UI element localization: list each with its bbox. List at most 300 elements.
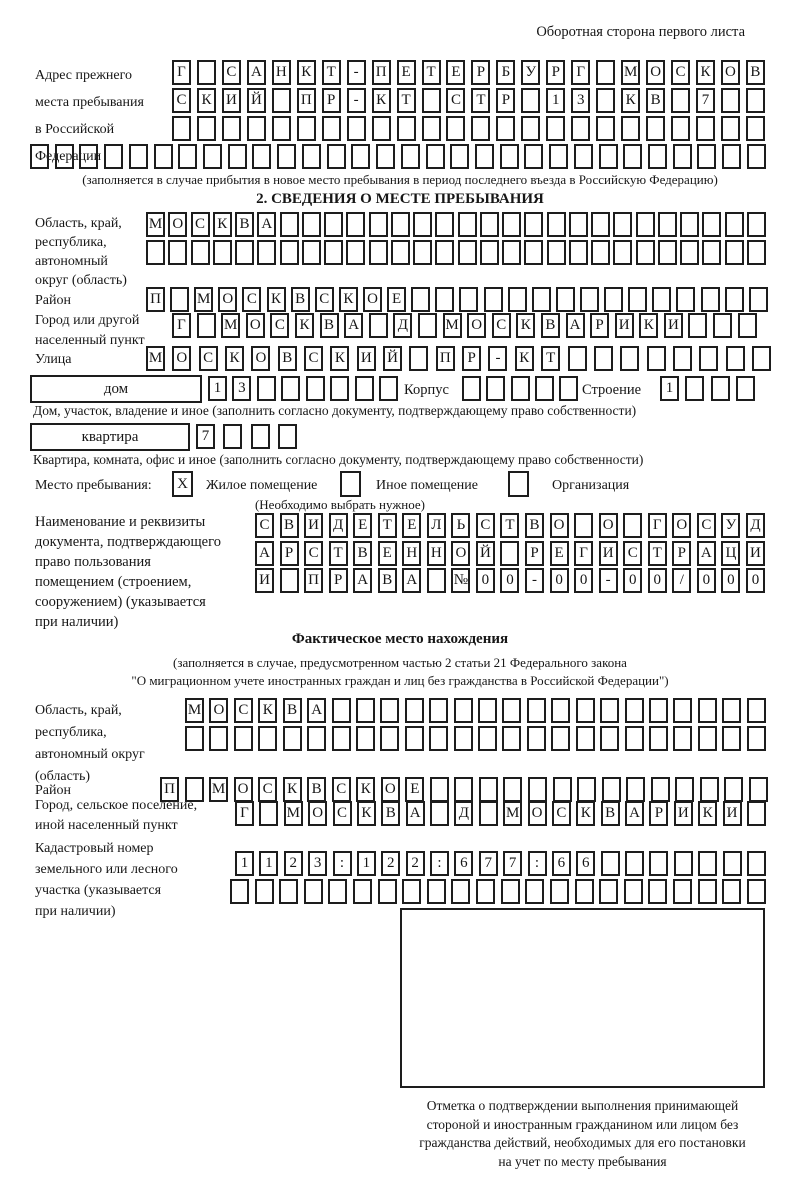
char-box[interactable]: А [247,60,266,85]
char-box[interactable]: С [552,801,571,826]
char-box[interactable] [702,212,721,237]
char-box[interactable] [330,376,349,401]
char-box[interactable] [725,240,744,265]
char-box[interactable]: У [721,513,740,538]
char-box[interactable] [647,346,666,371]
char-box[interactable]: А [625,801,644,826]
char-box[interactable] [676,287,695,312]
char-box[interactable] [405,698,424,723]
char-box[interactable] [675,777,694,802]
char-box[interactable]: П [146,287,165,312]
char-box[interactable] [559,376,578,401]
char-box[interactable]: В [320,313,339,338]
char-box[interactable]: А [353,568,372,593]
char-box[interactable] [658,240,677,265]
char-box[interactable]: А [307,698,326,723]
char-box[interactable] [521,88,540,113]
char-box[interactable] [525,879,544,904]
char-box[interactable] [104,144,123,169]
char-box[interactable] [235,240,254,265]
char-box[interactable] [698,851,717,876]
char-box[interactable]: П [160,777,179,802]
char-box[interactable] [680,212,699,237]
char-box[interactable]: О [218,287,237,312]
char-box[interactable] [747,212,766,237]
char-box[interactable]: 7 [479,851,498,876]
char-box[interactable]: А [402,568,421,593]
char-box[interactable] [502,726,521,751]
char-box[interactable] [671,116,690,141]
checkbox-zhiloe[interactable]: X [172,471,193,497]
char-box[interactable]: Е [446,60,465,85]
char-box[interactable]: 6 [454,851,473,876]
char-box[interactable]: Н [402,541,421,566]
char-box[interactable]: - [347,60,366,85]
char-box[interactable] [711,376,730,401]
char-box[interactable]: А [406,801,425,826]
char-box[interactable] [502,212,521,237]
char-box[interactable]: С [234,698,253,723]
char-box[interactable]: И [723,801,742,826]
char-box[interactable] [749,287,768,312]
char-box[interactable] [527,726,546,751]
char-box[interactable] [191,240,210,265]
char-box[interactable] [749,777,768,802]
char-box[interactable] [502,698,521,723]
char-box[interactable] [722,879,741,904]
char-box[interactable] [673,879,692,904]
char-box[interactable] [379,376,398,401]
char-box[interactable] [599,144,618,169]
char-box[interactable]: В [746,60,765,85]
char-box[interactable] [462,376,481,401]
char-box[interactable] [369,313,388,338]
char-box[interactable] [547,240,566,265]
char-box[interactable]: 2 [406,851,425,876]
char-box[interactable]: Р [496,88,515,113]
char-box[interactable]: М [221,313,240,338]
char-box[interactable] [601,851,620,876]
char-box[interactable] [257,376,276,401]
char-box[interactable]: П [372,60,391,85]
char-box[interactable]: К [698,801,717,826]
char-box[interactable] [524,240,543,265]
char-box[interactable] [355,376,374,401]
char-box[interactable]: С [476,513,495,538]
char-box[interactable] [209,726,228,751]
char-box[interactable] [454,726,473,751]
char-box[interactable]: К [225,346,244,371]
char-box[interactable]: - [347,88,366,113]
char-box[interactable] [671,88,690,113]
char-box[interactable]: К [213,212,232,237]
char-box[interactable] [503,777,522,802]
char-box[interactable] [636,240,655,265]
char-box[interactable]: Е [402,513,421,538]
char-box[interactable]: 0 [574,568,593,593]
char-box[interactable]: В [353,541,372,566]
char-box[interactable]: М [185,698,204,723]
char-box[interactable] [422,116,441,141]
char-box[interactable]: Т [422,60,441,85]
char-box[interactable] [272,88,291,113]
char-box[interactable]: В [378,568,397,593]
char-box[interactable] [332,726,351,751]
char-box[interactable] [685,376,704,401]
char-box[interactable] [486,376,505,401]
char-box[interactable]: О [721,60,740,85]
char-box[interactable] [170,287,189,312]
char-box[interactable] [252,144,271,169]
char-box[interactable]: 6 [552,851,571,876]
char-box[interactable] [458,240,477,265]
char-box[interactable]: И [664,313,683,338]
char-box[interactable] [623,144,642,169]
char-box[interactable] [259,801,278,826]
char-box[interactable] [353,879,372,904]
char-box[interactable]: / [672,568,691,593]
char-box[interactable] [698,879,717,904]
char-box[interactable] [429,726,448,751]
char-box[interactable] [747,879,766,904]
char-box[interactable] [551,726,570,751]
char-box[interactable] [391,212,410,237]
char-box[interactable]: О [381,777,400,802]
char-box[interactable]: Т [378,513,397,538]
char-box[interactable]: Т [329,541,348,566]
char-box[interactable]: 1 [660,376,679,401]
char-box[interactable]: О [599,513,618,538]
checkbox-organizatsia[interactable] [508,471,529,497]
char-box[interactable]: Г [571,60,590,85]
char-box[interactable] [484,287,503,312]
char-box[interactable] [551,698,570,723]
char-box[interactable]: К [297,60,316,85]
char-box[interactable] [369,212,388,237]
char-box[interactable]: К [515,346,534,371]
char-box[interactable] [596,88,615,113]
char-box[interactable]: М [284,801,303,826]
char-box[interactable] [435,240,454,265]
char-box[interactable] [721,88,740,113]
char-box[interactable]: Н [427,541,446,566]
char-box[interactable] [223,424,242,449]
char-box[interactable] [297,116,316,141]
char-box[interactable] [418,313,437,338]
char-box[interactable]: И [304,513,323,538]
char-box[interactable] [479,801,498,826]
char-box[interactable]: В [601,801,620,826]
char-box[interactable] [628,287,647,312]
char-box[interactable]: П [304,568,323,593]
char-box[interactable] [356,726,375,751]
char-box[interactable] [568,346,587,371]
char-box[interactable] [251,424,270,449]
char-box[interactable]: С [315,287,334,312]
char-box[interactable] [620,346,639,371]
char-box[interactable]: К [621,88,640,113]
char-box[interactable]: С [242,287,261,312]
char-box[interactable]: Р [525,541,544,566]
char-box[interactable]: Р [322,88,341,113]
char-box[interactable]: С [304,346,323,371]
char-box[interactable] [279,879,298,904]
char-box[interactable] [725,287,744,312]
char-box[interactable] [524,212,543,237]
char-box[interactable] [328,879,347,904]
char-box[interactable] [613,240,632,265]
char-box[interactable] [376,144,395,169]
char-box[interactable]: Г [574,541,593,566]
char-box[interactable] [722,726,741,751]
char-box[interactable]: 1 [235,851,254,876]
char-box[interactable] [646,116,665,141]
char-box[interactable] [726,346,745,371]
char-box[interactable] [680,240,699,265]
char-box[interactable] [624,879,643,904]
char-box[interactable] [500,541,519,566]
char-box[interactable]: М [146,212,165,237]
char-box[interactable]: Т [322,60,341,85]
char-box[interactable] [479,777,498,802]
char-box[interactable] [380,726,399,751]
char-box[interactable] [435,212,454,237]
char-box[interactable] [471,116,490,141]
char-box[interactable] [480,240,499,265]
char-box[interactable]: М [194,287,213,312]
char-box[interactable] [621,116,640,141]
char-box[interactable] [302,240,321,265]
char-box[interactable]: К [356,777,375,802]
char-box[interactable] [178,144,197,169]
char-box[interactable] [746,116,765,141]
char-box[interactable] [673,144,692,169]
char-box[interactable]: С [255,513,274,538]
char-box[interactable] [673,726,692,751]
char-box[interactable] [347,116,366,141]
char-box[interactable] [185,726,204,751]
char-box[interactable] [574,144,593,169]
char-box[interactable]: К [339,287,358,312]
char-box[interactable]: О [550,513,569,538]
char-box[interactable]: С [446,88,465,113]
char-box[interactable]: : [528,851,547,876]
char-box[interactable]: 6 [576,851,595,876]
char-box[interactable]: В [235,212,254,237]
char-box[interactable] [752,346,771,371]
char-box[interactable] [569,240,588,265]
char-box[interactable]: 0 [697,568,716,593]
char-box[interactable] [698,698,717,723]
char-box[interactable] [380,698,399,723]
char-box[interactable]: А [344,313,363,338]
char-box[interactable] [725,212,744,237]
char-box[interactable]: Т [471,88,490,113]
char-box[interactable]: : [333,851,352,876]
char-box[interactable] [283,726,302,751]
char-box[interactable]: В [307,777,326,802]
char-box[interactable] [307,726,326,751]
char-box[interactable] [332,698,351,723]
char-box[interactable] [197,60,216,85]
char-box[interactable] [427,879,446,904]
char-box[interactable] [480,212,499,237]
char-box[interactable]: К [295,313,314,338]
char-box[interactable]: О [363,287,382,312]
char-box[interactable] [502,240,521,265]
char-box[interactable]: К [372,88,391,113]
char-box[interactable] [658,212,677,237]
char-box[interactable] [247,116,266,141]
char-box[interactable] [569,212,588,237]
char-box[interactable]: В [283,698,302,723]
char-box[interactable] [602,777,621,802]
char-box[interactable] [594,346,613,371]
char-box[interactable] [673,346,692,371]
char-box[interactable]: А [697,541,716,566]
char-box[interactable] [571,116,590,141]
char-box[interactable]: М [209,777,228,802]
char-box[interactable]: О [234,777,253,802]
char-box[interactable] [378,879,397,904]
char-box[interactable] [454,698,473,723]
char-box[interactable]: Р [462,346,481,371]
char-box[interactable] [591,212,610,237]
char-box[interactable] [496,116,515,141]
char-box[interactable]: Ц [721,541,740,566]
char-box[interactable]: Й [476,541,495,566]
char-box[interactable]: Р [471,60,490,85]
char-box[interactable]: 0 [623,568,642,593]
char-box[interactable] [613,212,632,237]
char-box[interactable] [430,777,449,802]
char-box[interactable]: 0 [476,568,495,593]
char-box[interactable] [397,116,416,141]
char-box[interactable] [478,726,497,751]
char-box[interactable] [521,116,540,141]
char-box[interactable] [203,144,222,169]
char-box[interactable] [55,144,74,169]
char-box[interactable] [599,879,618,904]
char-box[interactable]: Д [329,513,348,538]
char-box[interactable]: Е [353,513,372,538]
char-box[interactable] [230,879,249,904]
char-box[interactable] [747,851,766,876]
char-box[interactable]: И [615,313,634,338]
char-box[interactable] [234,726,253,751]
char-box[interactable]: Д [746,513,765,538]
char-box[interactable]: В [541,313,560,338]
char-box[interactable] [524,144,543,169]
char-box[interactable] [576,698,595,723]
char-box[interactable] [747,801,766,826]
char-box[interactable] [625,726,644,751]
char-box[interactable]: К [258,698,277,723]
char-box[interactable] [673,698,692,723]
char-box[interactable]: 1 [357,851,376,876]
char-box[interactable]: С [623,541,642,566]
char-box[interactable] [302,144,321,169]
char-box[interactable]: В [646,88,665,113]
char-box[interactable] [277,144,296,169]
char-box[interactable]: С [199,346,218,371]
char-box[interactable] [577,777,596,802]
char-box[interactable] [736,376,755,401]
char-box[interactable]: С [333,801,352,826]
char-box[interactable] [648,144,667,169]
char-box[interactable] [575,879,594,904]
char-box[interactable]: 7 [196,424,215,449]
char-box[interactable] [258,726,277,751]
char-box[interactable] [257,240,276,265]
char-box[interactable] [351,144,370,169]
char-box[interactable]: 0 [648,568,667,593]
char-box[interactable] [458,212,477,237]
char-box[interactable] [255,879,274,904]
char-box[interactable] [304,879,323,904]
char-box[interactable] [324,212,343,237]
char-box[interactable]: К [267,287,286,312]
char-box[interactable]: О [172,346,191,371]
char-box[interactable] [649,851,668,876]
char-box[interactable]: О [467,313,486,338]
char-box[interactable]: С [270,313,289,338]
char-box[interactable]: С [332,777,351,802]
char-box[interactable]: Е [378,541,397,566]
char-box[interactable]: 0 [550,568,569,593]
char-box[interactable] [405,726,424,751]
char-box[interactable]: Т [397,88,416,113]
char-box[interactable] [600,698,619,723]
char-box[interactable] [446,116,465,141]
char-box[interactable] [700,777,719,802]
char-box[interactable] [747,144,766,169]
char-box[interactable]: О [168,212,187,237]
char-box[interactable]: Е [550,541,569,566]
char-box[interactable] [508,287,527,312]
char-box[interactable] [532,287,551,312]
char-box[interactable]: Д [393,313,412,338]
char-box[interactable] [197,313,216,338]
char-box[interactable]: 1 [259,851,278,876]
char-box[interactable]: Р [546,60,565,85]
char-box[interactable] [450,144,469,169]
char-box[interactable] [429,698,448,723]
char-box[interactable] [222,116,241,141]
char-box[interactable]: № [451,568,470,593]
char-box[interactable] [713,313,732,338]
char-box[interactable] [722,698,741,723]
char-box[interactable] [649,698,668,723]
char-box[interactable]: В [525,513,544,538]
char-box[interactable] [369,240,388,265]
char-box[interactable]: К [330,346,349,371]
char-box[interactable] [451,879,470,904]
char-box[interactable] [550,879,569,904]
char-box[interactable]: О [246,313,265,338]
char-box[interactable] [527,698,546,723]
char-box[interactable]: Т [541,346,560,371]
char-box[interactable] [697,144,716,169]
char-box[interactable] [476,879,495,904]
char-box[interactable] [280,212,299,237]
char-box[interactable]: К [516,313,535,338]
char-box[interactable]: Н [272,60,291,85]
char-box[interactable]: И [357,346,376,371]
char-box[interactable]: И [746,541,765,566]
char-box[interactable] [580,287,599,312]
char-box[interactable] [280,240,299,265]
